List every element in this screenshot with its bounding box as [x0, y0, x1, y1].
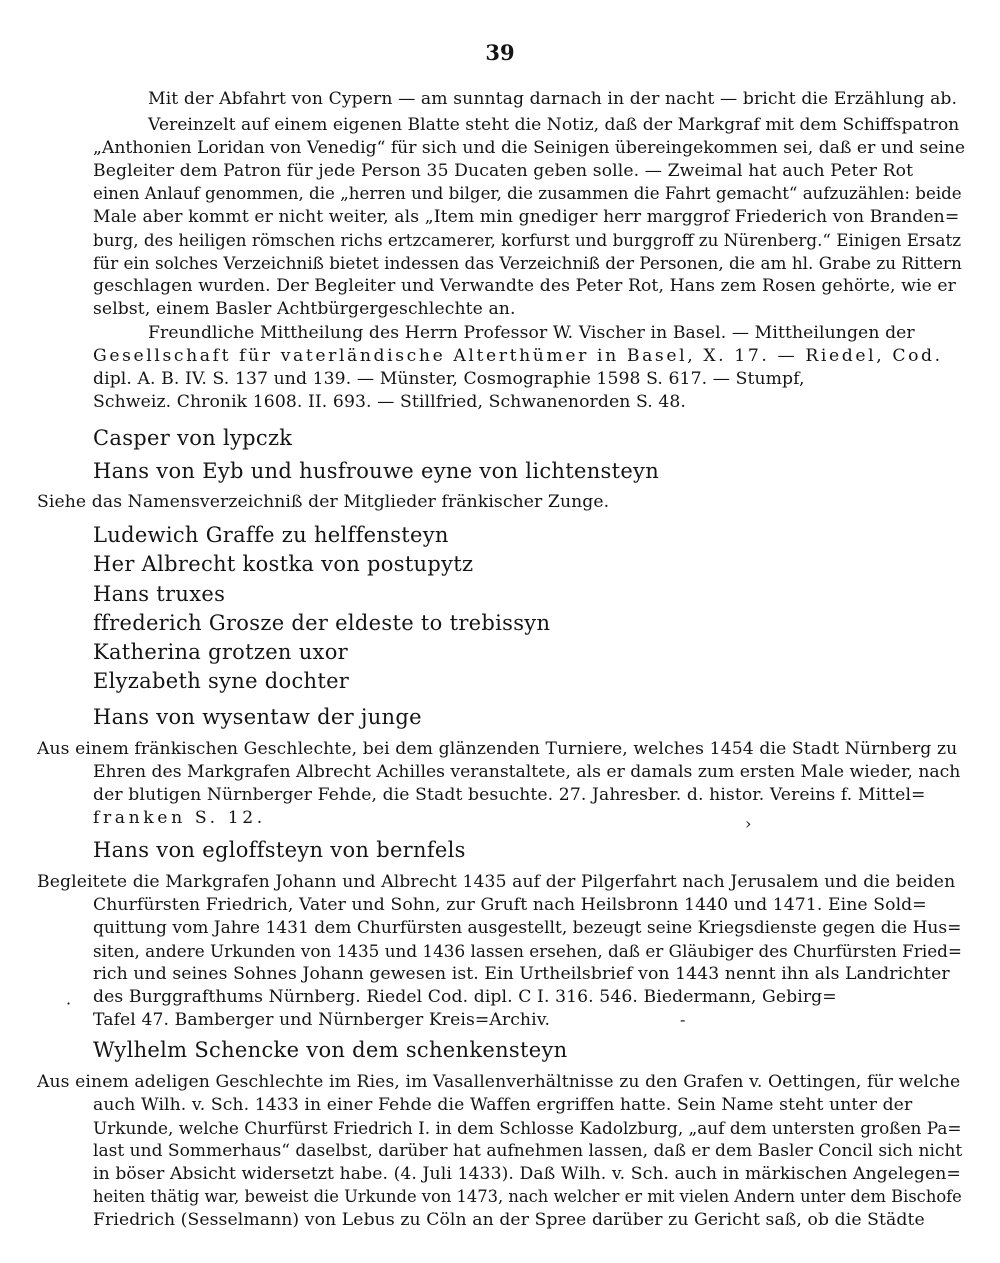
entry-note-line: siten, andere Urkunden von 1435 und 1436 lassen ersehen, daß er Gläubiger des Churfürsten Fried=	[93, 941, 962, 961]
intro-line: Mit der Abfahrt von Cypern — am sunntag darnach in der nacht — bricht die Erzählung ab.	[148, 89, 958, 109]
entry-note-line: Friedrich (Sesselmann) von Lebus zu Cöln an der Spree darüber zu Gericht saß, ob die Städte	[93, 1210, 925, 1230]
page-number: 39	[485, 40, 515, 65]
entry-note-line: Ehren des Markgrafen Albrecht Achilles veranstaltete, als er damals zum ersten Male wieder, nach	[93, 762, 961, 782]
entry-note: Siehe das Namensverzeichniß der Mitglieder fränkischer Zunge.	[37, 492, 610, 512]
entry-note-line: rich und seines Sohnes Johann gewesen ist. Ein Urtheilsbrief von 1443 nennt ihn als Landrichter	[93, 964, 950, 984]
entry-note-line: des Burggrafthums Nürnberg. Riedel Cod. dipl. C I. 316. 546. Biedermann, Gebirg=	[93, 987, 837, 1007]
entry-heading: Her Albrecht kostka von postupytz	[93, 552, 474, 576]
entry-note-line: last und Sommerhaus“ daselbst, darüber hat aufnehmen lassen, daß er dem Basler Concil sich nicht	[93, 1141, 963, 1161]
source-line: dipl. A. B. IV. S. 137 und 139. — Münster, Cosmographie 1598 S. 617. — Stumpf,	[93, 369, 805, 389]
intro-line: geschlagen wurden. Der Begleiter und Verwandte des Peter Rot, Hans zem Rosen gehörte, wie er	[93, 276, 956, 296]
entry-note-line: franken S. 12.	[93, 808, 266, 828]
entry-heading: Casper von lypczk	[93, 426, 293, 450]
print-speck: ›	[745, 814, 752, 833]
entry-heading: Hans von Eyb und husfrouwe eyne von lichtensteyn	[93, 459, 660, 483]
entry-note-line: Churfürsten Friedrich, Vater und Sohn, zur Gruft nach Heilsbronn 1440 und 1471. Eine Sold=	[93, 895, 927, 915]
entry-heading: Katherina grotzen uxor	[93, 640, 348, 664]
entry-note-line: Aus einem adeligen Geschlechte im Ries, im Vasallenverhältnisse zu den Grafen v. Oettingen, für welche	[37, 1072, 961, 1092]
entry-note-line: Begleitete die Markgrafen Johann und Albrecht 1435 auf der Pilgerfahrt nach Jerusalem und die beiden	[37, 872, 956, 892]
entry-note-line: heiten thätig war, beweist die Urkunde von 1473, nach welcher er mit vielen Andern unter dem Bischofe	[93, 1187, 962, 1206]
print-speck: -	[680, 1010, 686, 1029]
entry-note-line: Aus einem fränkischen Geschlechte, bei dem glänzenden Turniere, welches 1454 die Stadt Nürnberg zu	[37, 739, 958, 759]
print-speck: ·	[66, 994, 72, 1013]
intro-line: Begleiter dem Patron für jede Person 35 Ducaten geben solle. — Zweimal hat auch Peter Rot	[93, 161, 914, 181]
entry-heading: Elyzabeth syne dochter	[93, 669, 350, 693]
entry-note-line: der blutigen Nürnberger Fehde, die Stadt besuchte. 27. Jahresber. d. histor. Vereins f. Mittel=	[93, 785, 926, 805]
intro-line: für ein solches Verzeichniß bietet indessen das Verzeichniß der Personen, die am hl. Grabe zu Rittern	[93, 253, 962, 273]
entry-heading: Wylhelm Schencke von dem schenkensteyn	[93, 1038, 568, 1062]
entry-heading: Hans von egloffsteyn von bernfels	[93, 838, 466, 862]
source-line: Gesellschaft für vaterländische Alterthümer in Basel, X. 17. — Riedel, Cod.	[93, 346, 943, 366]
entry-heading: Hans von wysentaw der junge	[93, 705, 422, 729]
entry-note-line: quittung vom Jahre 1431 dem Churfürsten ausgestellt, bezeugt seine Kriegsdienste gegen die Hus=	[93, 918, 962, 938]
intro-line: „Anthonien Loridan von Venedig“ für sich und die Seinigen übereingekommen sei, daß er und seine	[93, 138, 966, 158]
source-line: Schweiz. Chronik 1608. II. 693. — Stillfried, Schwanenorden S. 48.	[93, 392, 686, 412]
intro-line: einen Anlauf genommen, die „herren und bilger, die zusammen die Fahrt gemacht“ aufzuzählen: beide	[93, 184, 962, 203]
intro-line: burg, des heiligen römschen richs ertzcamerer, korfurst und burggroff zu Nürenberg.“ Einigen Ersatz	[93, 230, 962, 250]
intro-line: Vereinzelt auf einem eigenen Blatte steht die Notiz, daß der Markgraf mit dem Schiffspatron	[148, 115, 960, 135]
entry-note-line: Urkunde, welche Churfürst Friedrich I. in dem Schlosse Kadolzburg, „auf dem untersten großen Pa=	[93, 1118, 962, 1138]
source-line: Freundliche Mittheilung des Herrn Professor W. Vischer in Basel. — Mittheilungen der	[148, 323, 915, 343]
entry-heading: ffrederich Grosze der eldeste to trebissyn	[93, 611, 551, 635]
entry-note-line: in böser Absicht widersetzt habe. (4. Juli 1433). Daß Wilh. v. Sch. auch in märkischen Angelegen=	[93, 1164, 961, 1184]
entry-note-line: Tafel 47. Bamberger und Nürnberger Kreis=Archiv.	[93, 1010, 551, 1030]
entry-heading: Ludewich Graffe zu helffensteyn	[93, 523, 449, 547]
intro-line: selbst, einem Basler Achtbürgergeschlechte an.	[93, 299, 516, 319]
entry-heading: Hans truxes	[93, 582, 226, 606]
intro-line: Male aber kommt er nicht weiter, als „Item min gnediger herr marggrof Friederich von Branden=	[93, 207, 960, 227]
entry-note-line: auch Wilh. v. Sch. 1433 in einer Fehde die Waffen ergriffen hatte. Sein Name steht unter der	[93, 1095, 913, 1115]
